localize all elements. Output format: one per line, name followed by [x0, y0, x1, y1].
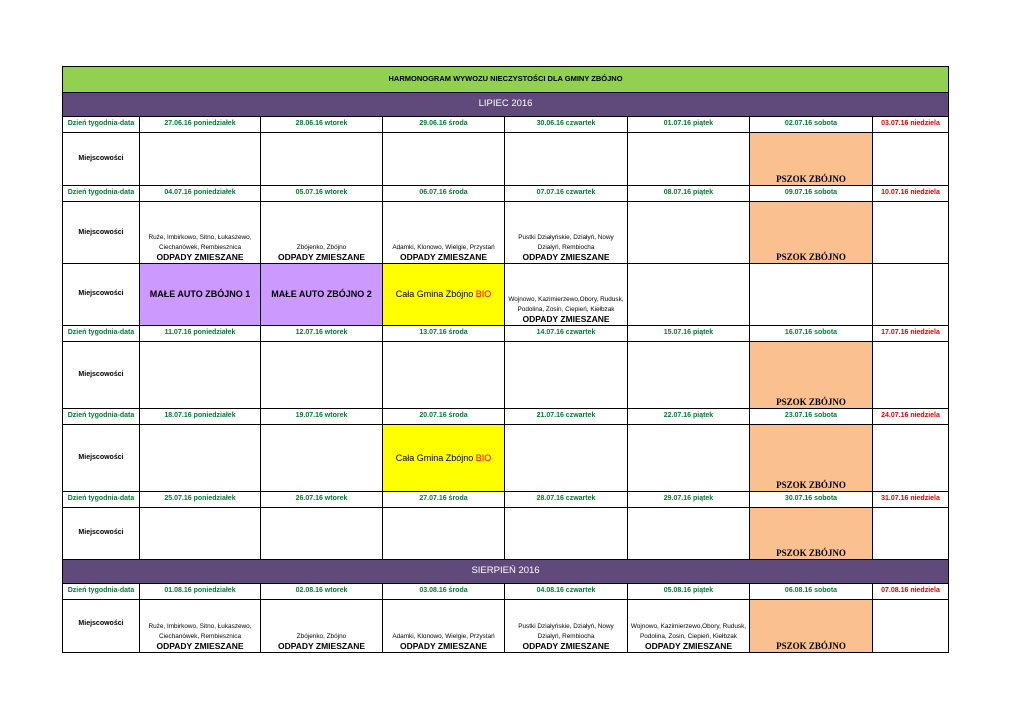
date-cell: 04.07.16 poniedziałek	[140, 186, 261, 202]
places-list: Pustki Działyńskie, Działyń, Nowy Działyń, Rembiocha	[518, 234, 614, 251]
day-label: Dzień tygodnia-data	[63, 409, 140, 425]
places-list: Pustki Działyńskie, Działyń, Nowy Działyń, Rembiocha	[518, 623, 614, 640]
date-cell: 29.06.16 środa	[383, 117, 505, 133]
schedule-cell	[140, 133, 261, 186]
places-list: Adamki, Klonowo, Wielgie, Przystań	[392, 243, 495, 251]
waste-type: ODPADY ZMIESZANE	[522, 252, 610, 263]
date-cell: 05.08.16 piątek	[628, 584, 750, 600]
places-list: Adamki, Klonowo, Wielgie, Przystań	[392, 632, 495, 640]
bio-cell	[383, 264, 505, 326]
places-label: Miejscowości	[63, 133, 140, 186]
small-car-1-cell: MAŁE AUTO ZBÓJNO 1	[140, 264, 261, 326]
waste-type: ODPADY ZMIESZANE	[522, 314, 610, 325]
schedule-cell	[873, 202, 949, 264]
schedule-cell	[383, 508, 505, 560]
date-cell: 04.08.16 czwartek	[505, 584, 628, 600]
schedule-cell	[383, 133, 505, 186]
day-label: Dzień tygodnia-data	[63, 492, 140, 508]
date-cell: 05.07.16 wtorek	[261, 186, 383, 202]
bio-cell	[383, 425, 505, 492]
schedule-cell	[505, 133, 628, 186]
schedule-cell	[628, 508, 750, 560]
places-label: Miejscowości	[63, 264, 140, 326]
schedule-cell	[628, 202, 750, 264]
day-label: Dzień tygodnia-data	[63, 117, 140, 133]
date-cell-saturday: 16.07.16 sobota	[750, 326, 873, 342]
pszok-cell: PSZOK ZBÓJNO	[750, 202, 873, 264]
date-cell: 13.07.16 środa	[383, 326, 505, 342]
schedule-cell	[750, 264, 873, 326]
date-cell: 28.06.16 wtorek	[261, 117, 383, 133]
schedule-cell	[383, 342, 505, 409]
date-cell: 18.07.16 poniedziałek	[140, 409, 261, 425]
date-cell: 27.07.16 środa	[383, 492, 505, 508]
schedule-cell	[628, 264, 750, 326]
places-list: Ruże, Imbirkowo, Sitno, Łukaszewo, Ciechanówek, Rembiesznica	[148, 234, 252, 251]
schedule-cell	[261, 508, 383, 560]
date-cell: 01.07.16 piątek	[628, 117, 750, 133]
date-cell-sunday: 17.07.16 niedziela	[873, 326, 949, 342]
date-cell: 28.07.16 czwartek	[505, 492, 628, 508]
places-label: Miejscowości	[63, 342, 140, 409]
schedule-cell	[140, 425, 261, 492]
schedule-cell	[505, 342, 628, 409]
date-cell: 15.07.16 piątek	[628, 326, 750, 342]
places-list: Ruże, Imbirkowo, Sitno, Łukaszewo, Ciechanówek, Rembiesznica	[148, 623, 252, 640]
date-cell-saturday: 30.07.16 sobota	[750, 492, 873, 508]
date-cell: 02.08.16 wtorek	[261, 584, 383, 600]
schedule-cell	[140, 342, 261, 409]
schedule-cell	[628, 133, 750, 186]
waste-type: ODPADY ZMIESZANE	[399, 252, 488, 263]
places-label: Miejscowości	[63, 202, 140, 264]
date-cell: 07.07.16 czwartek	[505, 186, 628, 202]
month-header-july: LIPIEC 2016	[63, 93, 949, 117]
schedule-cell	[505, 425, 628, 492]
date-cell-sunday: 03.07.16 niedziela	[873, 117, 949, 133]
date-cell: 14.07.16 czwartek	[505, 326, 628, 342]
date-cell-saturday: 06.08.16 sobota	[750, 584, 873, 600]
pszok-cell: PSZOK ZBÓJNO	[750, 133, 873, 186]
date-cell: 25.07.16 poniedziałek	[140, 492, 261, 508]
schedule-cell	[505, 202, 628, 264]
date-cell: 27.06.16 poniedziałek	[140, 117, 261, 133]
places-label: Miejscowości	[63, 508, 140, 560]
places-list: Wojnowo, Kazimierzewo,Obory, Rudusk, Podolina, Zosin, Ciepień, Kiełbzak	[508, 296, 624, 313]
date-cell: 20.07.16 środa	[383, 409, 505, 425]
date-cell: 08.07.16 piątek	[628, 186, 750, 202]
schedule-cell	[505, 264, 628, 326]
schedule-cell	[261, 342, 383, 409]
date-cell-sunday: 31.07.16 niedziela	[873, 492, 949, 508]
pszok-cell: PSZOK ZBÓJNO	[750, 342, 873, 409]
date-cell: 12.07.16 wtorek	[261, 326, 383, 342]
schedule-cell	[505, 600, 628, 653]
date-cell: 06.07.16 środa	[383, 186, 505, 202]
schedule-cell	[383, 600, 505, 653]
schedule-title: HARMONOGRAM WYWOZU NIECZYSTOŚCI DLA GMINY ZBÓJNO	[63, 67, 949, 93]
waste-type: ODPADY ZMIESZANE	[399, 641, 488, 652]
day-label: Dzień tygodnia-data	[63, 584, 140, 600]
date-cell: 22.07.16 piątek	[628, 409, 750, 425]
small-car-2-cell: MAŁE AUTO ZBÓJNO 2	[261, 264, 383, 326]
month-header-august: SIERPIEŃ 2016	[63, 560, 949, 584]
bio-prefix: Cała Gmina Zbójno	[395, 289, 474, 300]
date-cell-saturday: 09.07.16 sobota	[750, 186, 873, 202]
schedule-cell	[261, 202, 383, 264]
waste-type: ODPADY ZMIESZANE	[156, 641, 244, 652]
schedule-cell	[140, 600, 261, 653]
date-cell: 03.08.16 środa	[383, 584, 505, 600]
pszok-cell: PSZOK ZBÓJNO	[750, 508, 873, 560]
schedule-cell	[873, 425, 949, 492]
pszok-cell: PSZOK ZBÓJNO	[750, 600, 873, 653]
waste-type: ODPADY ZMIESZANE	[277, 252, 366, 263]
schedule-cell	[505, 508, 628, 560]
schedule-cell	[261, 600, 383, 653]
schedule-cell	[873, 264, 949, 326]
waste-type: ODPADY ZMIESZANE	[522, 641, 610, 652]
date-cell: 26.07.16 wtorek	[261, 492, 383, 508]
bio-word: BIO	[475, 289, 492, 300]
day-label: Dzień tygodnia-data	[63, 186, 140, 202]
schedule-cell	[873, 600, 949, 653]
date-cell-saturday: 23.07.16 sobota	[750, 409, 873, 425]
date-cell-sunday: 07.08.16 niedziela	[873, 584, 949, 600]
date-cell-sunday: 10.07.16 niedziela	[873, 186, 949, 202]
waste-type: ODPADY ZMIESZANE	[277, 641, 366, 652]
schedule-cell	[873, 342, 949, 409]
places-label: Miejscowości	[63, 600, 140, 653]
schedule-cell	[873, 133, 949, 186]
date-cell: 01.08.16 poniedziałek	[140, 584, 261, 600]
date-cell: 30.06.16 czwartek	[505, 117, 628, 133]
date-cell: 11.07.16 poniedziałek	[140, 326, 261, 342]
places-list: Zbójenko, Zbójno	[296, 243, 347, 251]
schedule-cell	[628, 425, 750, 492]
date-cell-sunday: 24.07.16 niedziela	[873, 409, 949, 425]
places-list: Wojnowo, Kazimierzewo,Obory, Rudusk, Podolina, Zosin, Ciepień, Kiełbzak	[630, 623, 747, 640]
pszok-cell: PSZOK ZBÓJNO	[750, 425, 873, 492]
waste-type: ODPADY ZMIESZANE	[156, 252, 244, 263]
day-label: Dzień tygodnia-data	[63, 326, 140, 342]
date-cell-saturday: 02.07.16 sobota	[750, 117, 873, 133]
waste-type: ODPADY ZMIESZANE	[644, 641, 733, 652]
bio-prefix: Cała Gmina Zbójno	[395, 452, 474, 463]
schedule-cell	[261, 425, 383, 492]
bio-word: BIO	[475, 452, 492, 463]
date-cell: 29.07.16 piątek	[628, 492, 750, 508]
places-list: Zbójenko, Zbójno	[296, 632, 347, 640]
schedule-cell	[140, 202, 261, 264]
schedule-cell	[628, 600, 750, 653]
date-cell: 21.07.16 czwartek	[505, 409, 628, 425]
schedule-table	[62, 66, 949, 653]
date-cell: 19.07.16 wtorek	[261, 409, 383, 425]
places-label: Miejscowości	[63, 425, 140, 492]
schedule-cell	[140, 508, 261, 560]
schedule-cell	[383, 202, 505, 264]
schedule-cell	[873, 508, 949, 560]
schedule-cell	[261, 133, 383, 186]
schedule-cell	[628, 342, 750, 409]
